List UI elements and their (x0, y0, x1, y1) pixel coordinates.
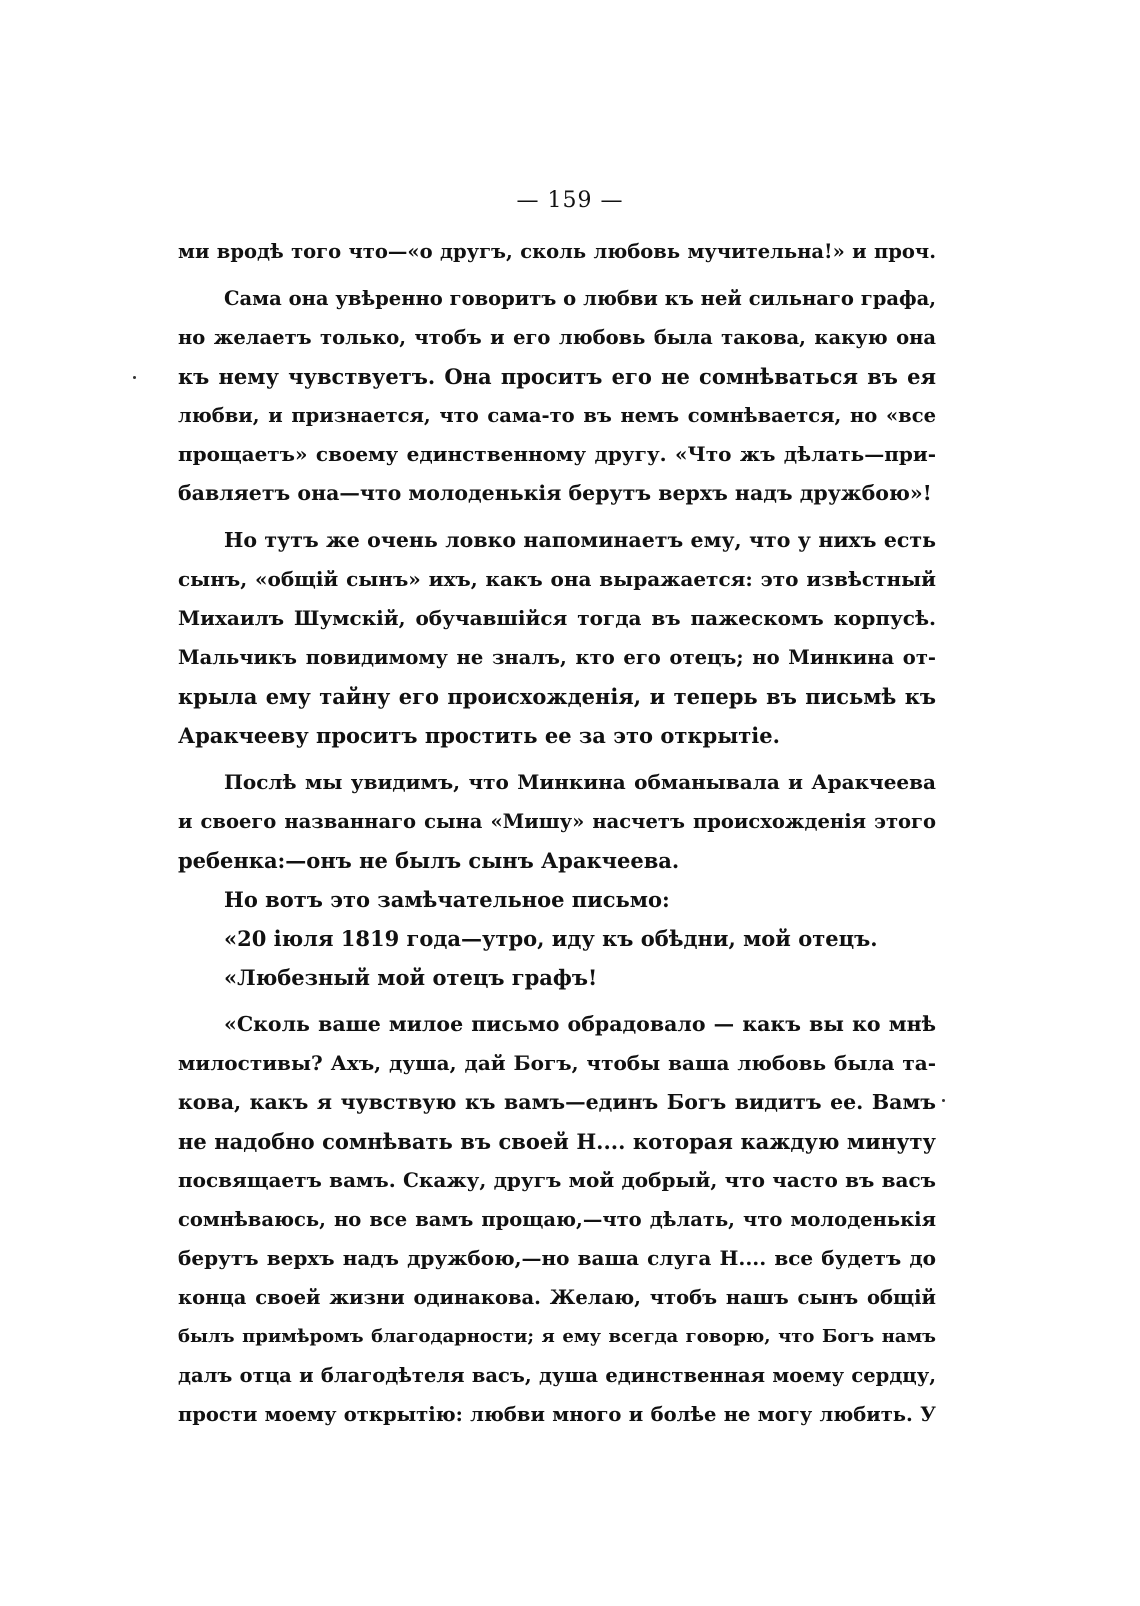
text-line: берутъ верхъ надъ дружбою,—но ваша слуга Н.... все будетъ до (178, 1246, 936, 1270)
text-line: ми вродѣ того что—«о другъ, сколь любовь мучительна!» и проч. (178, 240, 936, 263)
text-line: прощаетъ» своему единственному другу. «Что жъ дѣлать—при- (178, 442, 936, 466)
text-line: крыла ему тайну его происхожденія, и теперь въ письмѣ къ (178, 684, 936, 709)
text-line: сомнѣваюсь, но все вамъ прощаю,—что дѣлать, что молоденькія (178, 1208, 936, 1231)
page-number: — 159 — (516, 188, 624, 213)
text-line: не надобно сомнѣвать въ своей Н.... которая каждую минуту (178, 1129, 936, 1154)
paragraph-start-line: Но вотъ это замѣчательное письмо: (224, 887, 670, 912)
text-line: бавляетъ она—что молоденькія берутъ верхъ надъ дружбою»! (178, 481, 932, 505)
text-line: Аракчееву проситъ простить ее за это открытіе. (178, 723, 780, 748)
text-line: но желаетъ только, чтобъ и его любовь была такова, какую она (178, 326, 936, 349)
text-line: посвящаетъ вамъ. Скажу, другъ мой добрый, что часто въ васъ (178, 1168, 936, 1192)
text-line: прости моему открытію: любви много и болѣе не могу любить. У (178, 1403, 936, 1426)
text-line: Михаилъ Шумскій, обучавшійся тогда въ пажескомъ корпусѣ. (178, 606, 936, 630)
text-line: кова, какъ я чувствую къ вамъ—единъ Богъ видитъ ее. Вамъ (178, 1090, 936, 1114)
text-line: конца своей жизни одинакова. Желаю, чтобъ нашъ сынъ общій (178, 1286, 936, 1309)
text-line: къ нему чувствуетъ. Она проситъ его не сомнѣваться въ ея (178, 364, 936, 389)
text-line: и своего названнаго сына «Мишу» насчетъ происхожденія этого (178, 810, 936, 833)
text-line: сынъ, «общій сынъ» ихъ, какъ она выражается: это извѣстный (178, 567, 936, 591)
paragraph-start-line: Сама она увѣренно говоритъ о любви къ ней сильнаго графа, (224, 287, 936, 310)
text-line: далъ отца и благодѣтеля васъ, душа единственная моему сердцу, (178, 1364, 936, 1387)
scan-speck (942, 1099, 945, 1102)
paragraph-start-line: Послѣ мы увидимъ, что Минкина обманывала и Аракчеева (224, 770, 936, 794)
text-line: ребенка:—онъ не былъ сынъ Аракчеева. (178, 848, 680, 873)
paragraph-start-line: Но тутъ же очень ловко напоминаетъ ему, что у нихъ есть (224, 528, 936, 552)
letter-salutation-line: «Любезный мой отецъ графъ! (224, 965, 598, 990)
scan-speck (133, 376, 136, 379)
letter-date-line: «20 іюля 1819 года—утро, иду къ обѣдни, мой отецъ. (224, 926, 878, 951)
text-line: Мальчикъ повидимому не зналъ, кто его отецъ; но Минкина от- (178, 646, 936, 669)
body-text (178, 232, 936, 1434)
text-line: былъ примѣромъ благодарности; я ему всегда говорю, что Богъ намъ (178, 1326, 936, 1347)
text-line: любви, и признается, что сама-то въ немъ сомнѣвается, но «все (178, 404, 936, 427)
text-line: милостивы? Ахъ, душа, дай Богъ, чтобы ваша любовь была та- (178, 1051, 936, 1075)
paragraph-start-line: «Сколь ваше милое письмо обрадовало — какъ вы ко мнѣ (224, 1012, 936, 1036)
